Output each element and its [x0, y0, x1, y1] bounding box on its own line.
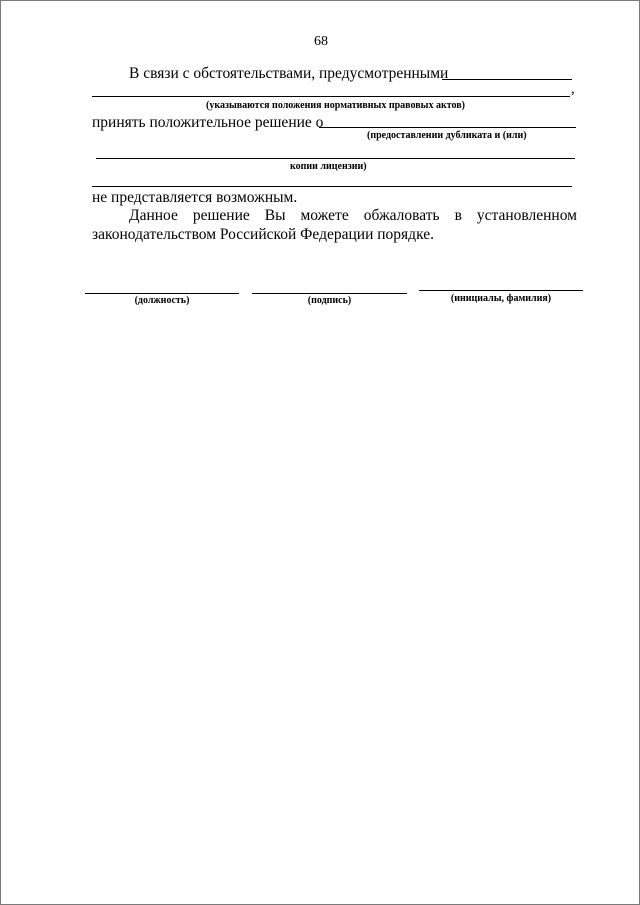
license-copy-caption: копии лицензии) [290, 161, 367, 172]
position-signature-line [85, 293, 239, 294]
appeal-paragraph-line-1: Данное решение Вы можете обжаловать в установленном [129, 207, 577, 224]
circumstances-blank-line [442, 79, 572, 80]
extra-blank-line [92, 186, 572, 187]
legal-acts-blank-line [92, 96, 570, 97]
signature-caption: (подпись) [307, 295, 352, 306]
name-signature-line [419, 290, 583, 291]
signature-line [252, 293, 407, 294]
legal-acts-caption: (указываются положения нормативных правовых актов) [206, 100, 465, 111]
circumstances-text: В связи с обстоятельствами, предусмотренными [129, 65, 449, 82]
decision-blank-line [319, 127, 576, 128]
not-possible-text: не представляется возможным. [92, 189, 298, 206]
legal-acts-comma: , [571, 81, 575, 97]
name-caption: (инициалы, фамилия) [450, 293, 552, 304]
appeal-paragraph-line-2: законодательством Российской Федерации порядке. [92, 226, 434, 243]
decision-text: принять положительное решение о [92, 114, 324, 131]
license-copy-blank-line [96, 158, 575, 159]
duplicate-caption: (предоставлении дубликата и (или) [367, 130, 527, 141]
position-caption: (должность) [134, 295, 190, 306]
page-number: 68 [314, 34, 328, 49]
